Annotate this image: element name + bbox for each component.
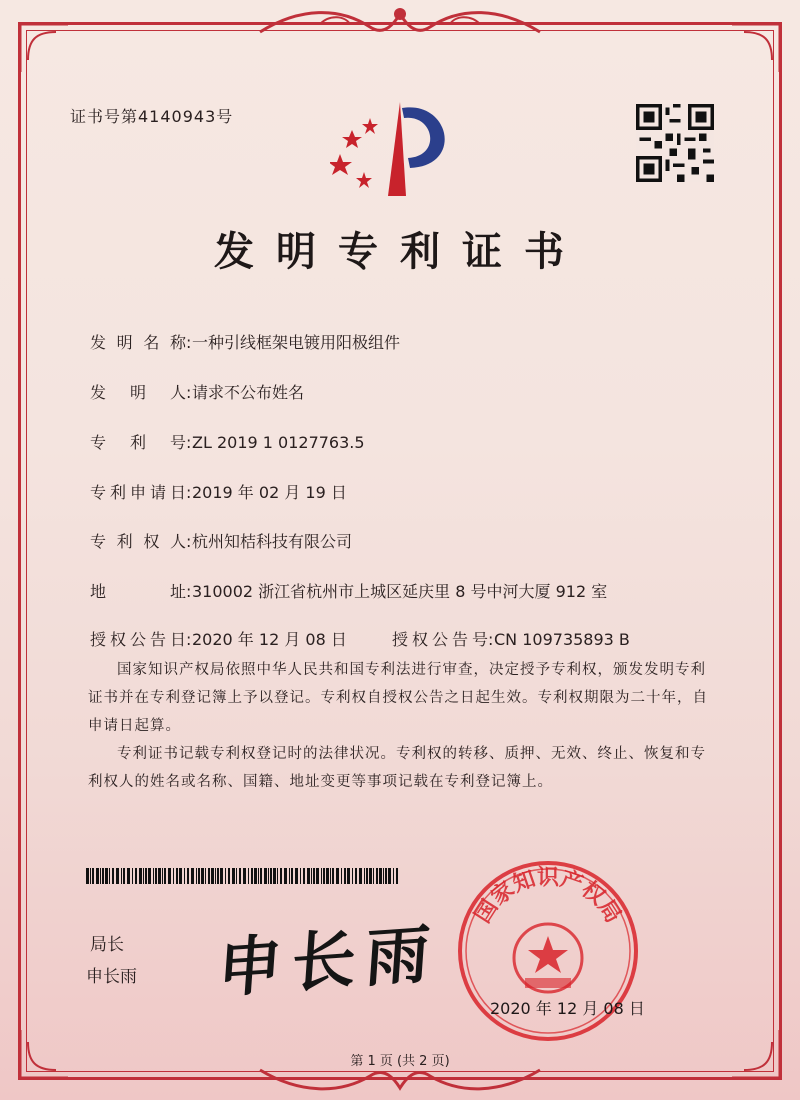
paragraph-grant-statement: 国家知识产权局依照中华人民共和国专利法进行审查，决定授予专利权，颁发发明专利证书并在专利登记簿上予以登记。专利权自授权公告之日起生效。专利权期限为二十年，自申请日起算。 [88,662,708,734]
field-value: 310002 浙江省杭州市上城区延庆里 8 号中河大厦 912 室 [192,582,608,601]
field-invention-name: 发明名称:一种引线框架电镀用阳极组件 [90,330,400,353]
field-label: 地址 [90,582,186,601]
field-value: CN 109735893 B [494,630,630,649]
field-value: 请求不公布姓名 [192,383,305,402]
director-signature: 申长雨 [215,916,442,1008]
field-patent-number: 专利号:ZL 2019 1 0127763.5 [90,430,365,453]
field-value: ZL 2019 1 0127763.5 [192,433,365,452]
field-label: 专利申请日 [90,483,186,502]
certificate-number: 证书号第4140943号 [70,107,234,126]
body-text [88,656,720,796]
field-label: 授权公告号 [392,630,488,649]
field-value: 一种引线框架电镀用阳极组件 [192,333,401,352]
director-name: 申长雨 [86,967,137,987]
svg-text:国家知识产权局: 国家知识产权局 [470,865,626,928]
field-grant-date: 授权公告日:2020 年 12 月 08 日 [90,627,347,650]
page-footer: 第 1 页 (共 2 页) [350,1054,450,1069]
patent-office-logo-icon [330,96,460,201]
certificate-title: 发明专利证书 [214,229,586,275]
director-title: 局长 [90,935,124,955]
corner-ornament-top-right-icon [728,20,784,76]
field-application-date: 专利申请日:2019 年 02 月 19 日 [90,480,347,503]
field-label: 专利号 [90,433,186,452]
field-label: 发明名称 [90,333,186,352]
field-grant-number: 授权公告号:CN 109735893 B [392,627,630,650]
barcode-icon [86,868,402,884]
paragraph-legal-status: 专利证书记载专利权登记时的法律状况。专利权的转移、质押、无效、终止、恢复和专利权人的姓名或名称、国籍、地址变更等事项记载在专利登记簿上。 [88,746,706,790]
field-value: 杭州知桔科技有限公司 [192,532,353,551]
field-address: 地址:310002 浙江省杭州市上城区延庆里 8 号中河大厦 912 室 [90,579,607,602]
field-label: 发明人 [90,383,186,402]
field-label: 专利权人 [90,532,186,551]
seal-date: 2020 年 12 月 08 日 [490,999,645,1018]
corner-ornament-top-left-icon [16,20,72,76]
field-value: 2019 年 02 月 19 日 [192,483,347,502]
field-value: 2020 年 12 月 08 日 [192,630,347,649]
qr-code-icon [636,104,714,182]
top-ornament-icon [250,2,550,42]
field-label: 授权公告日 [90,630,186,649]
field-inventor: 发明人:请求不公布姓名 [90,380,304,403]
field-patentee: 专利权人:杭州知桔科技有限公司 [90,529,352,552]
